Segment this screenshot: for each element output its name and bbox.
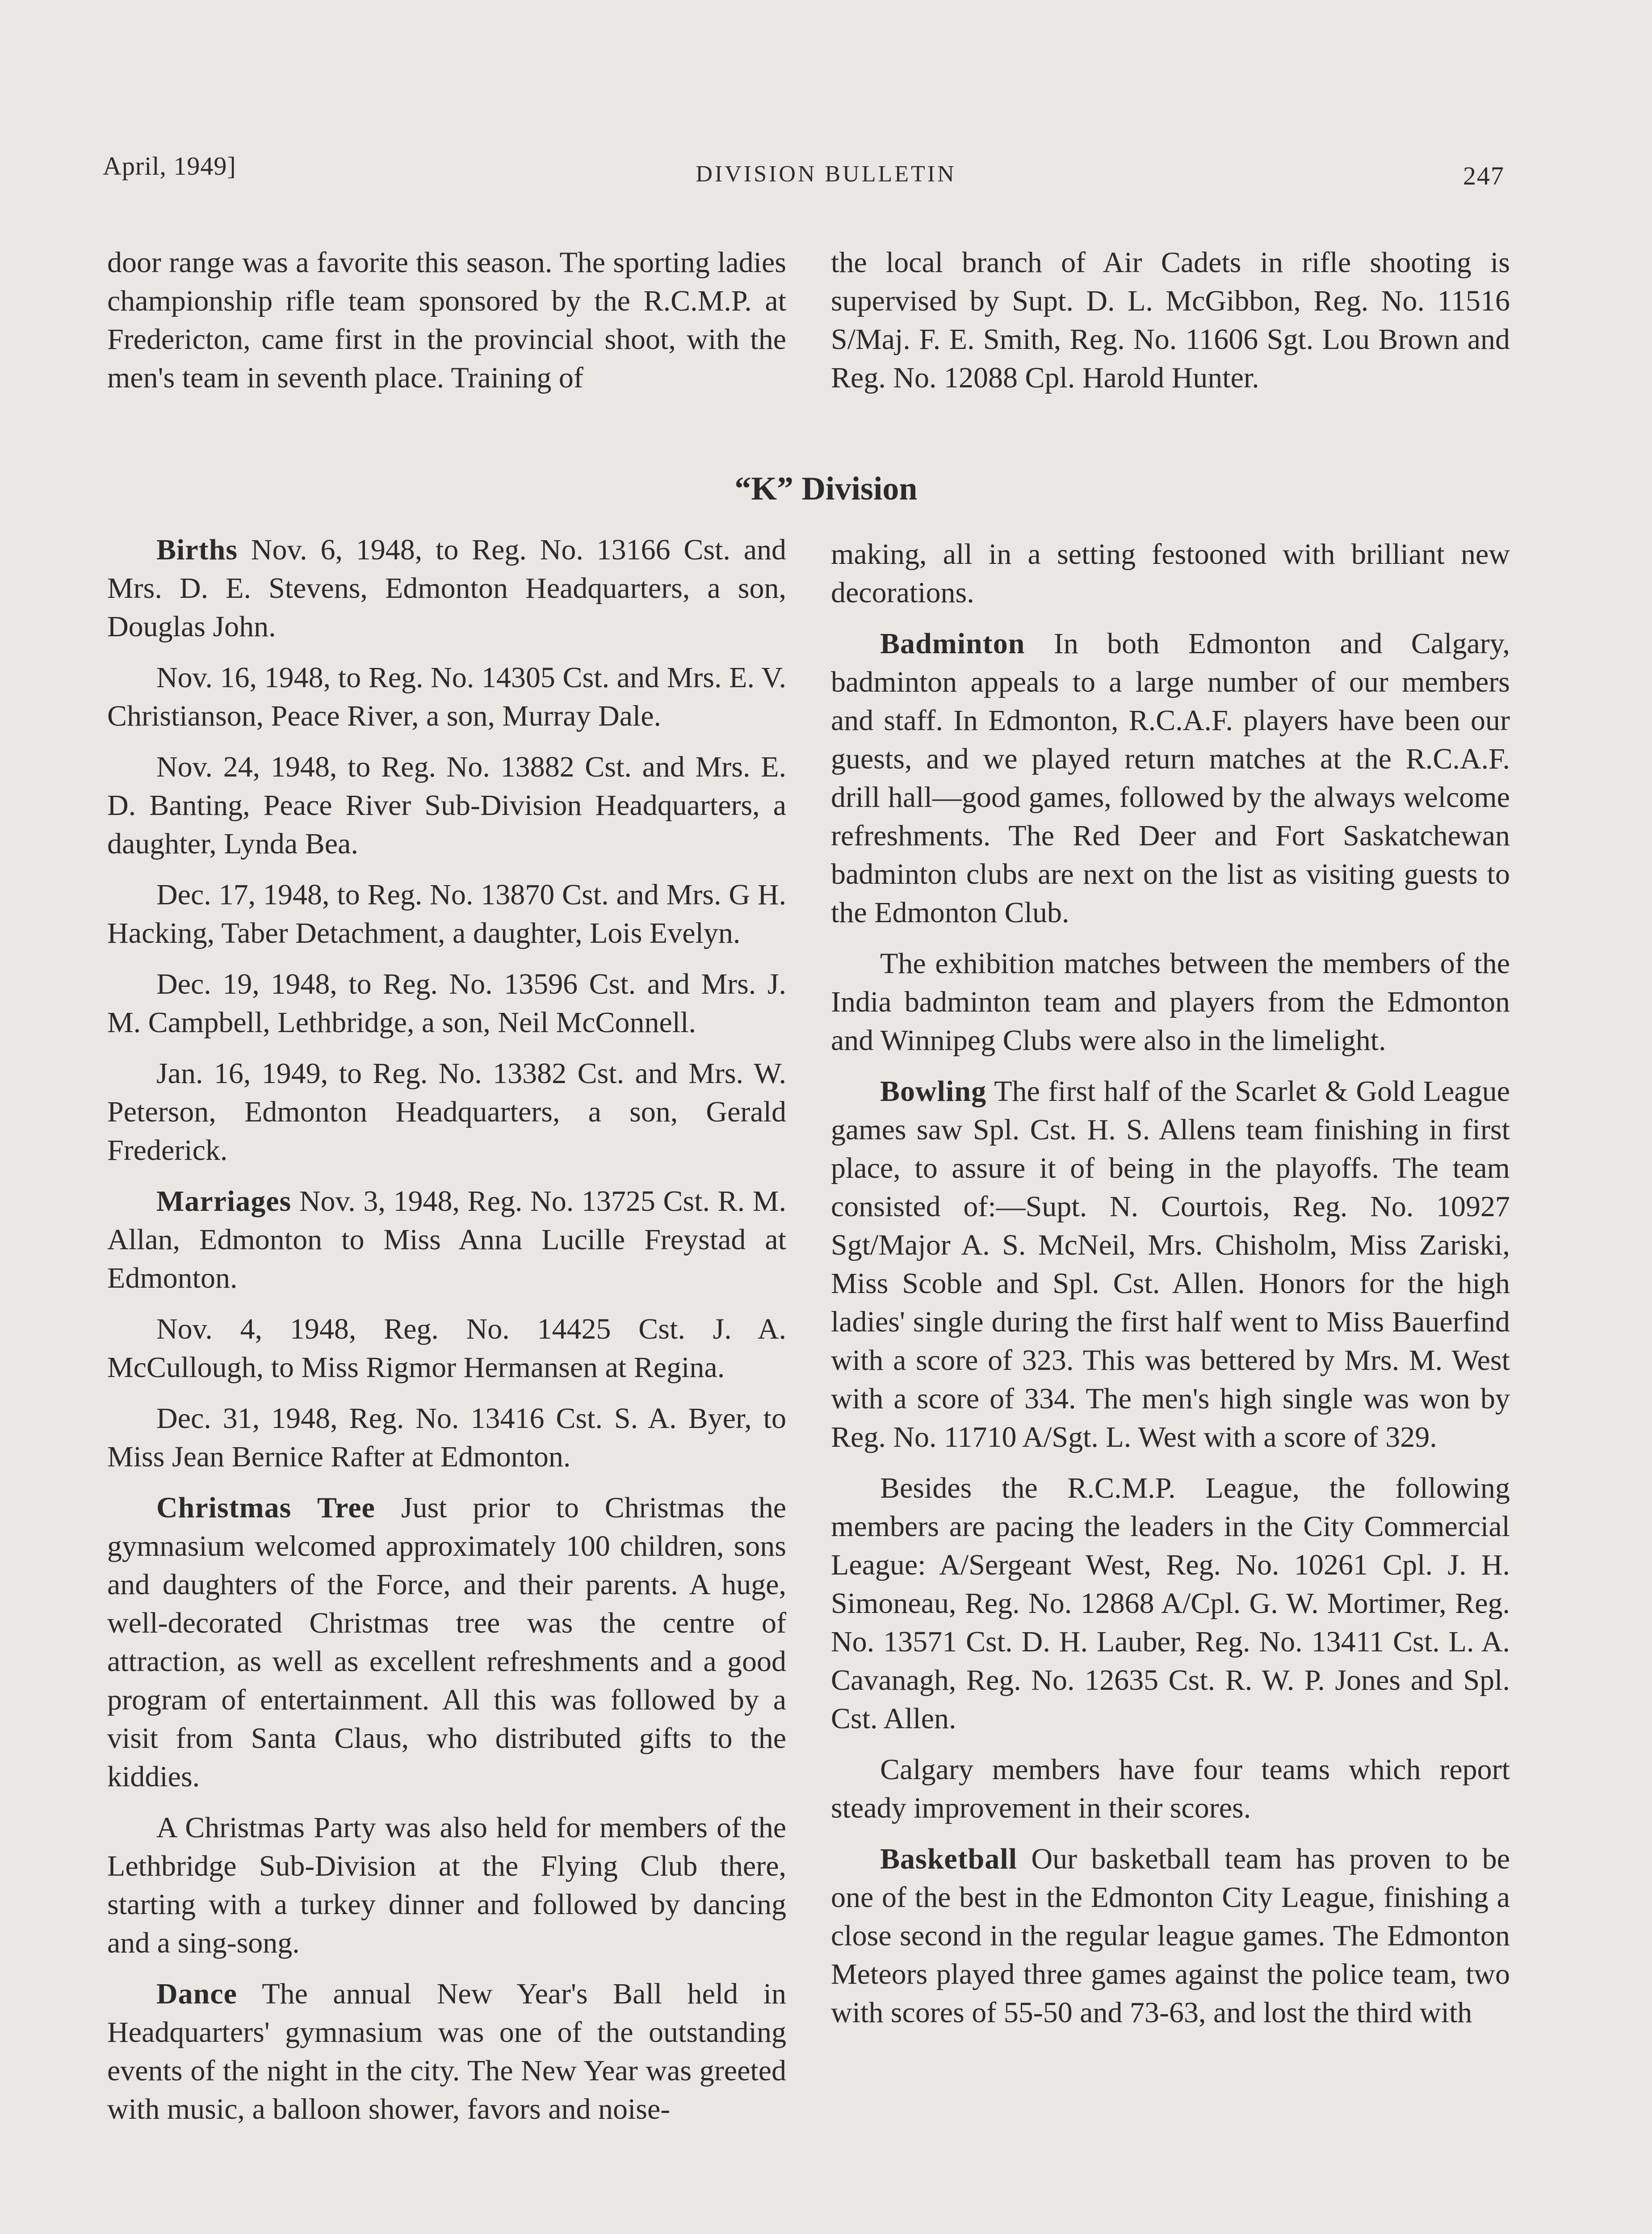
left-column [107,531,786,2141]
top-right-column [831,244,1510,410]
section-lead: Births [156,533,238,566]
paragraph [831,945,1510,1060]
paragraph-text: Nov. 4, 1948, Reg. No. 14425 Cst. J. A. McCullough, to Miss Rigmor Hermansen at Regina. [107,1313,786,1384]
paragraph-text: Nov. 3, 1948, Reg. No. 13725 Cst. R. M. Allan, Edmonton to Miss Anna Lucille Freystad at Edmonton. [107,1185,786,1294]
paragraph [107,659,786,735]
paragraph [831,1469,1510,1738]
paragraph [107,1489,786,1796]
paragraph-text: Dec. 17, 1948, to Reg. No. 13870 Cst. and Mrs. G H. Hacking, Taber Detachment, a daughter, Lois Evelyn. [107,878,786,949]
paragraph-text: Dec. 31, 1948, Reg. No. 13416 Cst. S. A. Byer, to Miss Jean Bernice Rafter at Edmonton. [107,1402,786,1473]
paragraph-text: The annual New Year's Ball held in Headquarters' gymnasium was one of the outstanding events of the night in the city. The New Year was greeted with music, a balloon shower, favors and noise- [107,1978,786,2125]
paragraph-text: In both Edmonton and Calgary, badminton appeals to a large number of our members and staff. In Edmonton, R.C.A.F. players have been our guests, and we played return matches at the R.C.A.F. drill hall—good games, followed by the always welcome refreshments. The Red Deer and Fort Saskatchewan badminton clubs are next on the list as visiting guests to the Edmonton Club. [831,627,1510,929]
paragraph [107,1054,786,1170]
paragraph-text: A Christmas Party was also held for members of the Lethbridge Sub-Division at the Flying Club there, starting with a turkey dinner and followed by dancing and a sing-song. [107,1811,786,1959]
paragraph [831,1751,1510,1827]
paragraph [107,748,786,863]
paragraph-text: Just prior to Christmas the gymnasium welcomed approximately 100 children, sons and daughters of the Force, and their parents. A huge, well-decorated Christmas tree was the centre of attraction, as well as excellent refreshments and a good program of entertainment. All this was followed by a visit from Santa Claus, who distributed gifts to the kiddies. [107,1491,786,1793]
paragraph [107,1310,786,1387]
section-lead: Bowling [880,1075,987,1108]
paragraph [107,965,786,1042]
paragraph-text: The exhibition matches between the members of the India badminton team and players from the Edmonton and Winnipeg Clubs were also in the limelight. [831,947,1510,1057]
page-number: 247 [1463,161,1505,190]
paragraph [107,876,786,953]
paragraph-text: Our basketball team has proven to be one of the best in the Edmonton City League, finishing a close second in the regular league games. The Edmonton Meteors played three games against the police team, two with scores of 55-50 and 73-63, and lost the third with [831,1843,1510,2029]
paragraph [107,531,786,646]
paragraph [107,1182,786,1298]
section-lead: Marriages [156,1185,292,1218]
paragraph [831,1840,1510,2032]
section-lead: Dance [156,1978,237,2010]
paragraph-text: Nov. 16, 1948, to Reg. No. 14305 Cst. and Mrs. E. V. Christianson, Peace River, a son, Murray Dale. [107,661,786,732]
page-header [0,151,1652,205]
continued-paragraph: the local branch of Air Cadets in rifle shooting is supervised by Supt. D. L. McGibbon, Reg. No. 11516 S/Maj. F. E. Smith, Reg. No. 11606 Sgt. Lou Brown and Reg. No. 12088 Cpl. Harold Hunter. [831,246,1510,394]
continued-paragraph: door range was a favorite this season. The sporting ladies championship rifle team sponsored by the R.C.M.P. at Fredericton, came first in the provincial shoot, with the men's team in seventh place. Training of [107,246,786,394]
section-lead: Christmas Tree [156,1491,375,1524]
paragraph-text: Jan. 16, 1949, to Reg. No. 13382 Cst. and Mrs. W. Peterson, Edmonton Headquarters, a son, Gerald Frederick. [107,1057,786,1167]
paragraph [831,535,1510,612]
division-heading: “K” Division [734,470,918,507]
header-title: DIVISION BULLETIN [696,161,956,187]
paragraph-text: The first half of the Scarlet & Gold League games saw Spl. Cst. H. S. Allens team finishing in first place, to assure it of being in the playoffs. The team consisted of:—Supt. N. Courtois, Reg. No. 10927 Sgt/Major A. S. McNeil, Mrs. Chisholm, Miss Zariski, Miss Scoble and Spl. Cst. Allen. Honors for the high ladies' single during the first half went to Miss Bauerfind with a score of 323. This was bettered by Mrs. M. West with a score of 334. The men's high single was won by Reg. No. 11710 A/Sgt. L. West with a score of 329. [831,1075,1510,1453]
paragraph [831,625,1510,932]
section-lead: Basketball [880,1843,1018,1875]
header-date: April, 1949] [103,151,236,181]
paragraph-text: Besides the R.C.M.P. League, the following members are pacing the leaders in the City Commercial League: A/Sergeant West, Reg. No. 10261 Cpl. J. H. Simoneau, Reg. No. 12868 A/Cpl. G. W. Mortimer, Reg. No. 13571 Cst. D. H. Lauber, Reg. No. 13411 Cst. L. A. Cavanagh, Reg. No. 12635 Cst. R. W. P. Jones and Spl. Cst. Allen. [831,1472,1510,1735]
paragraph [107,1975,786,2129]
paragraph [831,1072,1510,1457]
top-left-column [107,244,786,410]
paragraph-text: Nov. 6, 1948, to Reg. No. 13166 Cst. and Mrs. D. E. Stevens, Edmonton Headquarters, a son, Douglas John. [107,533,786,643]
right-column [831,535,1510,2045]
paragraph-text: Calgary members have four teams which report steady improvement in their scores. [831,1753,1510,1824]
paragraph-text: Nov. 24, 1948, to Reg. No. 13882 Cst. and Mrs. E. D. Banting, Peace River Sub-Division Headquarters, a daughter, Lynda Bea. [107,751,786,860]
paragraph-text: Dec. 19, 1948, to Reg. No. 13596 Cst. and Mrs. J. M. Campbell, Lethbridge, a son, Neil McConnell. [107,968,786,1039]
paragraph-text: making, all in a setting festooned with brilliant new decorations. [831,538,1510,609]
paragraph [107,1399,786,1476]
section-lead: Badminton [880,627,1025,660]
paragraph [107,1809,786,1962]
